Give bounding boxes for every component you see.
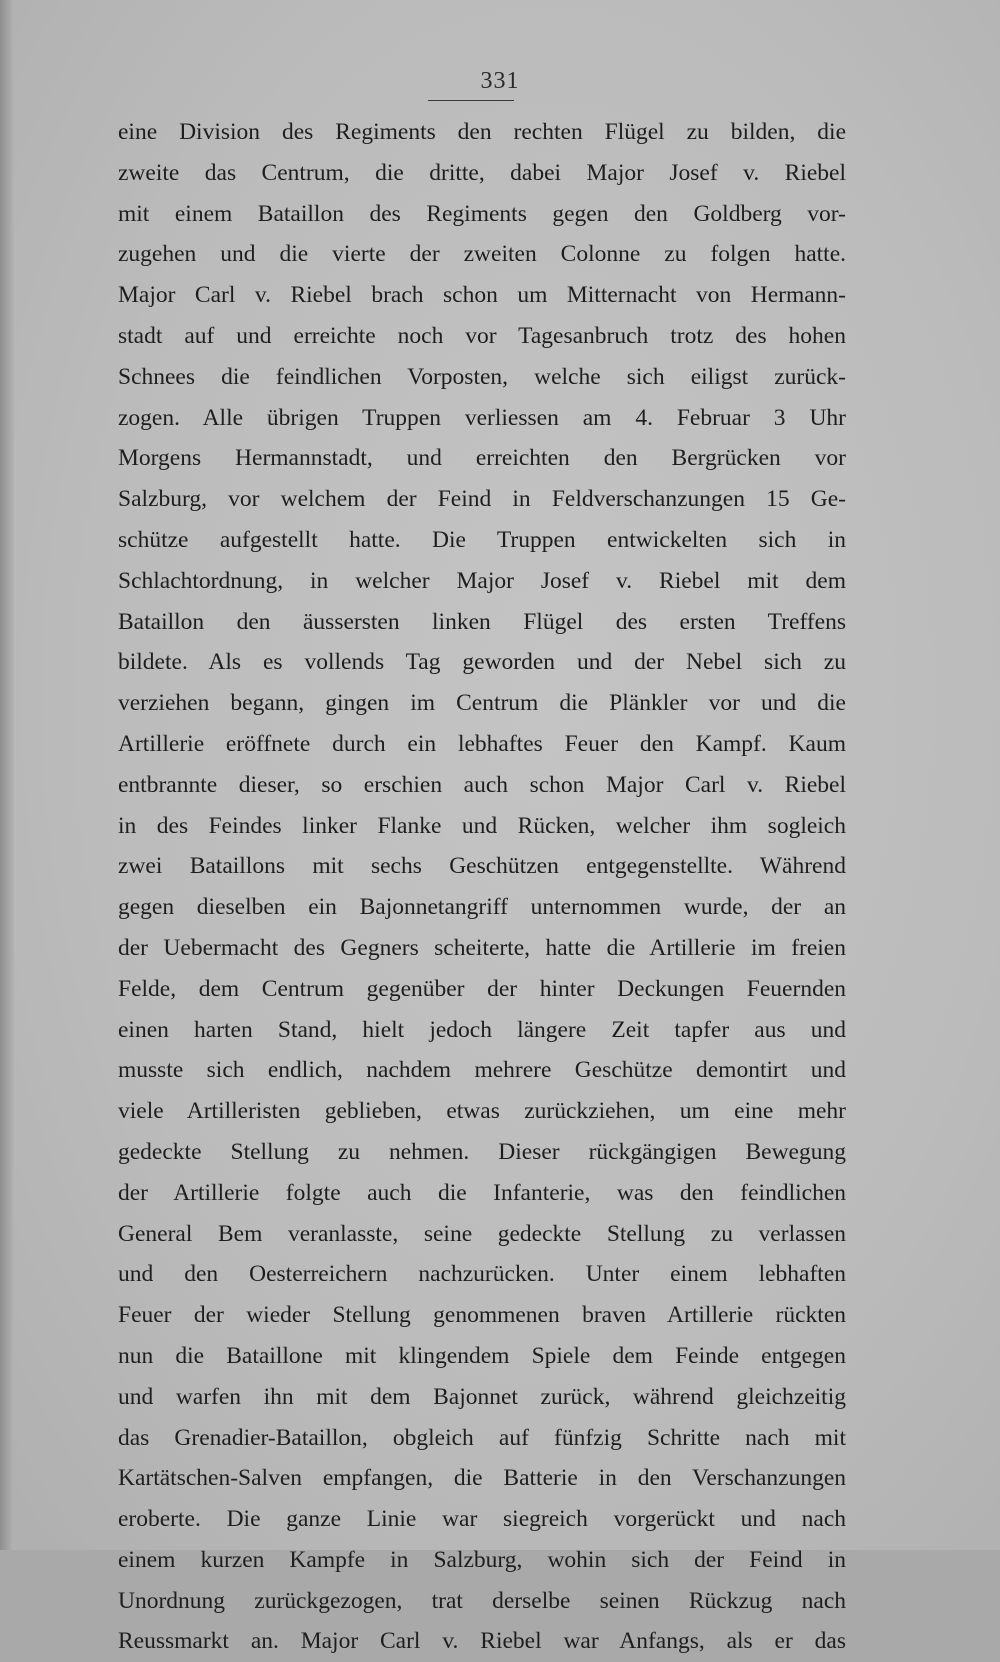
text-line: Bataillon den äussersten linken Flügel des ersten Treffens [118,608,846,635]
text-line: Major Carl v. Riebel brach schon um Mitternacht von Hermann- [118,282,846,309]
text-line: Salzburg, vor welchem der Feind in Feldverschanzungen 15 Ge- [118,486,846,513]
text-line: Schlachtordnung, in welcher Major Josef v. Riebel mit dem [118,567,846,594]
text-line: gedeckte Stellung zu nehmen. Dieser rückgängigen Bewegung [118,1138,846,1165]
text-line: musste sich endlich, nachdem mehrere Geschütze demontirt und [118,1057,846,1084]
text-line: einen harten Stand, hielt jedoch längere Zeit tapfer aus und [118,1016,846,1043]
text-line: zweite das Centrum, die dritte, dabei Major Josef v. Riebel [118,159,846,186]
text-line: zwei Bataillons mit sechs Geschützen entgegenstellte. Während [118,853,846,880]
page-number-rule [428,100,514,101]
text-line: und den Oesterreichern nachzurücken. Unter einem lebhaften [118,1261,846,1288]
text-line: Schnees die feindlichen Vorposten, welche sich eiligst zurück- [118,363,846,390]
text-line: Feuer der wieder Stellung genommenen braven Artillerie rückten [118,1302,846,1329]
text-line: General Bem veranlasste, seine gedeckte Stellung zu verlassen [118,1220,846,1247]
text-line: einem kurzen Kampfe in Salzburg, wohin sich der Feind in [118,1546,846,1573]
text-line: zugehen und die vierte der zweiten Colonne zu folgen hatte. [118,241,846,268]
text-line: Reussmarkt an. Major Carl v. Riebel war Anfangs, als er das [118,1628,846,1655]
text-line: Felde, dem Centrum gegenüber der hinter Deckungen Feuernden [118,975,846,1002]
text-line: Kartätschen-Salven empfangen, die Batterie in den Verschanzungen [118,1465,846,1492]
text-line: viele Artilleristen geblieben, etwas zurückziehen, um eine mehr [118,1098,846,1125]
text-line: Artillerie eröffnete durch ein lebhaftes Feuer den Kampf. Kaum [118,730,846,757]
text-line: entbrannte dieser, so erschien auch schon Major Carl v. Riebel [118,771,846,798]
text-line: nun die Bataillone mit klingendem Spiele dem Feinde entgegen [118,1342,846,1369]
text-line: in des Feindes linker Flanke und Rücken, welcher ihm sogleich [118,812,846,839]
text-line: bildete. Als es vollends Tag geworden und der Nebel sich zu [118,649,846,676]
text-line: verziehen begann, gingen im Centrum die Plänkler vor und die [118,690,846,717]
text-line: Unordnung zurückgezogen, trat derselbe seinen Rückzug nach [118,1587,846,1614]
text-line: schütze aufgestellt hatte. Die Truppen entwickelten sich in [118,526,846,553]
text-line: stadt auf und erreichte noch vor Tagesanbruch trotz des hohen [118,322,846,349]
text-line: und warfen ihn mit dem Bajonnet zurück, während gleichzeitig [118,1383,846,1410]
page-edge-shadow [0,0,14,1550]
text-line: gegen dieselben ein Bajonnetangriff unternommen wurde, der an [118,894,846,921]
text-line: eine Division des Regiments den rechten Flügel zu bilden, die [118,119,846,145]
body-text [118,112,846,1662]
text-line: das Grenadier-Bataillon, obgleich auf fünfzig Schritte nach mit [118,1424,846,1451]
text-line: Morgens Hermannstadt, und erreichten den Bergrücken vor [118,445,846,472]
text-line: mit einem Bataillon des Regiments gegen den Goldberg vor- [118,200,846,227]
text-line: zogen. Alle übrigen Truppen verliessen am 4. Februar 3 Uhr [118,404,846,431]
page-number: 331 [480,68,520,94]
text-line: der Uebermacht des Gegners scheiterte, hatte die Artillerie im freien [118,934,846,961]
text-line: eroberte. Die ganze Linie war siegreich vorgerückt und nach [118,1506,846,1533]
text-line: der Artillerie folgte auch die Infanterie, was den feindlichen [118,1179,846,1206]
